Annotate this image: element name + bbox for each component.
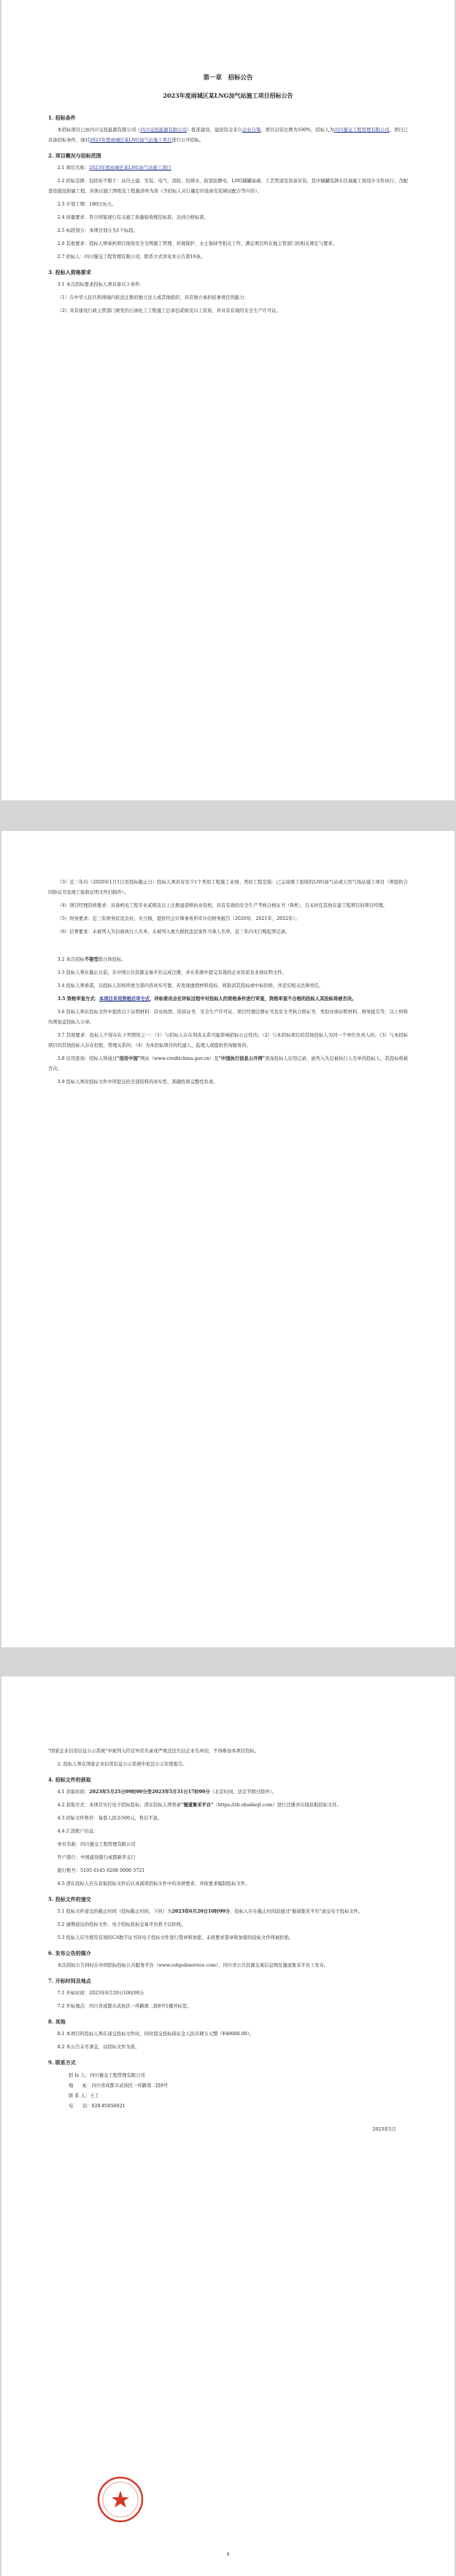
duration-item: 2.3 计划工期：180日历天。 (57, 202, 117, 207)
funding-source: 企业自筹 (241, 128, 261, 133)
section-heading-6: 6. 发布公告的媒介 (48, 1950, 91, 1956)
document-page-3 (1, 1677, 455, 2576)
document-page-2 (1, 831, 455, 1647)
misc-clause: 8.2 本公告未尽事宜，以招标文件为准。 (57, 2045, 140, 2050)
opening-time: 7.1 开标时间：2023年6月20日10时00分 (57, 1991, 144, 1996)
exclusion-clause: 3.7 其他要求：投标人不得存在下列情形之一：（1）与招标人存在利害关系可能影响招标公正性的；（2）与本招标项目的其他投标人为同一个单位负责人的；（3）与本招标项目的其他投标人存在控股、管理关系的；（4）为本招标项目的代建人、监理人或提供咨询服务的。 (48, 1033, 408, 1048)
publish-date: 2023年5月 (372, 2127, 396, 2132)
account-number: 银行账号：5105 0145 6208 0000 3721 (57, 1868, 145, 1873)
qualification-6: （6）信誉要求：未被列入失信被执行人名单，未被列入重大税收违法案件当事人名单，近三年内无行贿犯罪记录。 (57, 929, 290, 934)
consortium-clause: 3.2 本次招标不接受联合体投标。 (57, 957, 126, 962)
document-price: 4.3 招标文件售价：每套人民币500元，售后不退。 (57, 1816, 163, 1821)
section-heading-5: 5. 投标文件的递交 (48, 1896, 91, 1902)
qualification-5: （5）财务要求：近三年财务状况良好，无亏损，提供经会计师事务所审计的财务报告（2020年、2021年、2022年）。 (57, 916, 300, 921)
registration-clause: 3.3 投标人须在截止日前，在中国公共资源交易平台完成注册，并在系统中提交有效的企业资质及业绩证明文件。 (57, 970, 287, 975)
evidence-clause: 3.6 投标人须在投标文件中提供以下证明材料：营业执照、资质证书、安全生产许可证、项目经理注册证书及安全考核合格证书、类似业绩证明材料、财务报告等，以上材料均须加盖投标人公章。 (48, 1010, 408, 1025)
account-bank: 开户银行：中国建设银行成都新华支行 (57, 1855, 136, 1860)
section-heading-8: 8. 其他 (48, 2018, 66, 2025)
acquire-method: 4.2 获取方式：本项目实行电子招标投标，潜在投标人须登录"蜀道集采平台"（https://zb.shudaojt.com）进行注册并在线获取招标文件。 (57, 1803, 341, 1808)
qualification-2: （2）具有建设行政主管部门颁发的石油化工工程施工总承包贰级及以上资质，并具有有效的安全生产许可证。 (57, 308, 281, 313)
section-heading-4: 4. 招标文件的获取 (48, 1776, 91, 1783)
scope-item: 2.2 招标范围：包括但不限于：站内土建、安装、电气、消防、给排水、防雷防静电、LNG储罐基础、工艺管道及设备安装，其中储罐及卸车区域施工按设计文件执行，含配套设施及附属工程，具体以施工图纸及工程量清单为准（含招标人另行确定的设备安装调试配合等内容）。 (48, 179, 408, 194)
section-heading-1: 1. 招标条件 (48, 114, 76, 121)
platform-name: "蜀道集采平台" (181, 1803, 214, 1808)
account-name: 单位名称：四川蜀交工程管理有限公司 (57, 1842, 136, 1847)
chapter-heading: 第一章 招标公告 (203, 74, 253, 82)
qualification-3: （3）近三年内（2020年1月1日至投标截止日）投标人须具有至少1个类似工程施工业绩；类似工程是指：已完成竣工验收的LNG加气站或天然气场站施工项目（须提供合同协议书及竣工验收证明文件扫描件）。 (48, 880, 408, 895)
quality-item: 2.4 质量要求：符合国家现行有关施工质量验收规范标准，达到合格标准。 (57, 215, 209, 220)
section-heading-7: 7. 开标时间及地点 (48, 1978, 91, 1984)
section-heading-3: 3. 投标人资格要求 (48, 269, 91, 276)
reading-note: 4.5 潜在投标人应在获取招标文件后认真阅读招标文件中的各项要求，并按要求编制投标文件。 (57, 1881, 250, 1886)
other-req-item: 2.6 其他要求：投标人须承担项目现场安全文明施工管理、环境保护、水土保持等相关工作，满足项目所在地主管部门的相关规定与要求。 (57, 241, 338, 246)
credit-check-clause: 3.8 信用查询：招标人将通过"信用中国"网站（www.creditchina.gov.cn）及"中国执行信息公开网"查询投标人信用记录，被列入失信被执行人名单的投标人，其投标将被否决。 (48, 1056, 409, 1072)
company-seal-icon (96, 2475, 144, 2524)
lot-item: 2.5 标段划分：本项目划分为1个标段。 (57, 228, 139, 233)
bank-info-heading: 4.4 汇款账户信息： (57, 1829, 98, 1834)
qualification-4: （4）项目经理资格要求：具备机电工程专业贰级及以上注册建造师执业资格，具有有效的安全生产考核合格证书（B类），且未担任其他在建工程项目的项目经理。 (57, 903, 388, 908)
project-name-item: 2.1 项目名称：2023年度雨城区某LNG加气站施工项目 (57, 165, 171, 171)
qualification-intro: 3.1 本次招标要求投标人须具备以下条件： (57, 282, 144, 287)
review-method-clause: 3.5 资格审查方式：本项目采用资格后审方式，评标委员会在评标过程中对投标人的资格条件进行审查，资格审查不合格的投标人其投标将被否决。 (57, 996, 357, 1002)
page-number: 4 (226, 2552, 230, 2557)
contact-block (48, 2071, 408, 2112)
announcement-title: 2023年度雨城区某LNG加气站施工项目招标公告 (163, 92, 293, 99)
late-clause: 5.2 逾期送达的投标文件，电子招标投标交易平台将予以拒收。 (57, 1922, 186, 1927)
deposit-clause: 8.1 本项目的投标人须在递交投标文件时，同时提交投标保证金人民币肆万元整（¥40000.00）。 (57, 2031, 255, 2037)
contact-address: 地 址：四川省成都市武侯区一环路南二段8号 (69, 2083, 169, 2088)
commitment-clause: 3.4 投标人须承诺，以投标人资格所述全部内容真实可靠，若发现虚假材料投标，将取消其投标或中标资格，并追究相关法律责任。 (57, 983, 324, 988)
section-heading-2: 2. 项目概况与招标范围 (48, 152, 101, 159)
deadline-clause: 5.1 投标文件递交的截止时间（投标截止时间，下同）为2023年6月20日10时00分，投标人应在截止时间前通过"蜀道集采平台"递交电子投标文件。 (57, 1909, 363, 1914)
approver-link: 四川交投能源有限公司 (140, 128, 187, 133)
media-clause: 本次招标公告同时在中国招标投标公共服务平台（www.cebpubservice.com）、四川省公共资源交易信息网及蜀道集采平台上发布。 (57, 1963, 329, 1968)
document-page-1 (1, 0, 455, 800)
credit-system-clause: "国家企业信用信息公示系统"中被列入经营异常名录或严重违法失信企业名单的，不得参加本项目投标。 (48, 1749, 260, 1754)
opening-place: 7.2 开标地点：四川省成都市武侯区一环路南二段8号1楼开标室。 (57, 2004, 192, 2009)
contact-tenderer: 招 标 人：四川蜀交工程管理有限公司 (69, 2073, 145, 2078)
contact-person: 联 系 人：王工 (69, 2093, 99, 2099)
ca-clause: 5.3 投标人应当使用有效的CA数字证书对电子投标文件进行签章和加密，未按要求签章和加密的投标文件将被拒绝。 (57, 1935, 294, 1940)
qualification-1: （1）在中华人民共和国境内依法注册的独立法人或其他组织，具有独立承担民事责任的能力； (57, 295, 249, 300)
contact-phone: 电 话：028-85056021 (69, 2104, 125, 2109)
responsibility-clause: 3.9 投标人须对投标文件中所提交的全部资料的真实性、准确性和完整性负责。 (57, 1080, 218, 1085)
annual-report-clause: 2. 投标人须在国家企业信用信息公示系统中依法公示年度报告。 (57, 1762, 188, 1767)
project-name: 2023年度雨城区某LNG加气站施工项目 (89, 138, 172, 143)
tenderer-name: 四川蜀交工程管理有限公司 (333, 128, 390, 133)
section-1-body: 本招标项目已由四川交投能源有限公司（四川交投能源有限公司）批准建设，建设资金来自企业自筹，项目出资比例为100%，招标人为四川蜀交工程管理有限公司。项目已具备招标条件，现对2023年度雨城区某LNG加气站施工项目进行公开招标。 (48, 128, 409, 143)
tenderer-item: 2.7 招标人：四川蜀交工程管理有限公司，联系方式详见本公告第10条。 (57, 254, 206, 259)
acquire-time: 4.1 获取时间：2023年5月25日09时00分至2023年5月31日17时00分（北京时间，法定节假日除外）。 (57, 1789, 277, 1795)
section-heading-9: 9. 联系方式 (48, 2059, 76, 2066)
